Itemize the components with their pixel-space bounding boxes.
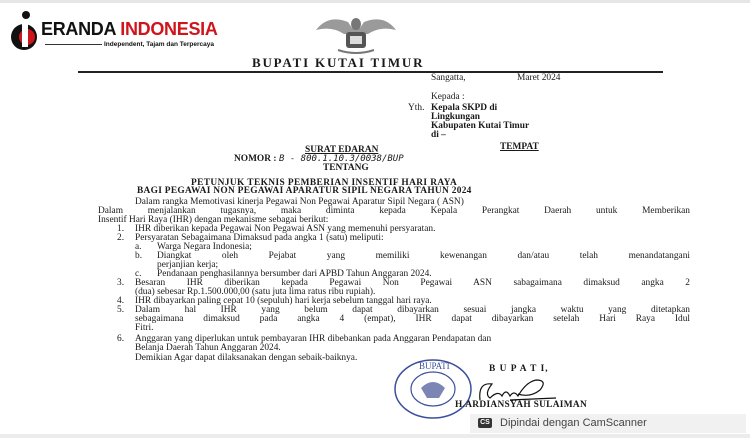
recipient-line: Kepala SKPD di — [431, 103, 498, 113]
recipient-line: Lingkungan — [431, 112, 480, 122]
signatory-name: H.ARDIANSYAH SULAIMAN — [455, 400, 588, 410]
logo-wordmark — [41, 19, 218, 40]
subitem-text: perjanjian kerja; — [157, 260, 219, 270]
item-text: Anggaran yang diperlukan untuk pembayaran IHR dibebankan pada Anggaran Pendapatan dan — [135, 334, 492, 344]
camscanner-watermark — [470, 414, 746, 433]
subitem-text: Pendanaan penghasilannya bersumber dari APBD Tahun Anggaran 2024. — [157, 269, 432, 279]
letterhead-title: BUPATI KUTAI TIMUR — [252, 55, 425, 70]
logo-mark-icon — [8, 9, 44, 53]
official-stamp-icon — [393, 358, 473, 420]
item-text: (dua) sebesar Rp.1.500.000,00 (satu juta lima ratus ribu rupiah). — [135, 287, 376, 297]
item-number: 3. — [117, 278, 125, 288]
surat-edaran-heading: SURAT EDARAN — [305, 145, 379, 155]
closing-text: Demikian Agar dapat dilaksanakan dengan sebaik-baiknya. — [135, 353, 358, 363]
nomor-value: B - 800.1.10.3/0038/BUP — [279, 154, 404, 164]
intro-line: Insentif Hari Raya (IHR) dengan mekanisme sebagai berikut: — [98, 215, 329, 225]
item-text: Besaran IHR diberikan kepada Pegawai Non Pegawai ASN sabagaimana dimaksud angka 2 — [135, 278, 690, 288]
logo-underline — [45, 44, 102, 45]
subitem-letter: a. — [135, 242, 142, 252]
subject-line-2: BAGI PEGAWAI NON PEGAWAI APARATUR SIPIL NEGARA TAHUN 2024 — [137, 186, 472, 196]
camscanner-icon: CS — [478, 418, 492, 428]
yth-label: Yth. — [408, 103, 425, 113]
stamp-text-top: BUPATI — [419, 361, 450, 371]
letterhead-rule — [78, 71, 663, 73]
subitem-letter: b. — [135, 251, 143, 261]
signatory-title: B U P A T I, — [489, 364, 549, 374]
camscanner-label: Dipindai dengan CamScanner — [500, 417, 647, 429]
item-text: sebagaimana dimaksud pada angka 4 (empat), IHR dapat dibayarkan setelah Hari Raya Idul — [135, 314, 690, 324]
item-text: Persyaratan Sebagaimana Dimaksud pada angka 1 (satu) meliputi: — [135, 233, 384, 243]
item-text: Fitri. — [135, 323, 154, 333]
recipient-line: Kabupaten Kutai Timur — [431, 121, 530, 131]
item-text: Belanja Daerah Tahun Anggaran 2024. — [135, 343, 281, 353]
item-number: 1. — [117, 224, 125, 234]
logo-word-dark: ERANDA — [41, 19, 116, 39]
item-number: 2. — [117, 233, 125, 243]
beranda-indonesia-logo — [8, 9, 218, 53]
nomor-label: NOMOR : — [234, 154, 277, 164]
item-text: Dalam hal IHR yang belum dapat dibayarkan sesuai jangka waktu yang ditetapkan — [135, 305, 690, 315]
item-text: IHR diberikan kepada Pegawai Non Pegawai ASN yang memenuhi persyaratan. — [135, 224, 436, 234]
logo-tagline: Independent, Tajam dan Terpercaya — [104, 41, 214, 48]
tentang-label: TENTANG — [323, 163, 369, 173]
intro-line: Dalam menjalankan tugasnya, maka diminta kepada Kepala Perangkat Daerah untuk Memberikan — [98, 206, 690, 216]
subitem-text: Diangkat oleh Pejabat yang memiliki kewenangan dan/atau telah menandatangani — [157, 251, 690, 261]
bottom-border — [0, 434, 750, 438]
item-number: 6. — [117, 334, 125, 344]
subject-line-1: PETUNJUK TEKNIS PEMBERIAN INSENTIF HARI RAYA — [191, 178, 458, 188]
item-number: 5. — [117, 305, 125, 315]
intro-line: Dalam rangka Memotivasi kinerja Pegawai Non Pegawai Aparatur Sipil Negara ( ASN) — [135, 197, 464, 207]
place: Sangatta, — [431, 73, 466, 83]
top-border — [0, 0, 750, 3]
recipient-line: di – — [431, 130, 446, 140]
item-number: 4. — [117, 296, 125, 306]
logo-word-red: INDONESIA — [120, 19, 218, 39]
tempat-label: TEMPAT — [500, 142, 539, 152]
item-text: IHR dibayarkan paling cepat 10 (sepuluh) hari kerja sebelum tanggal hari raya. — [135, 296, 432, 306]
subitem-letter: c. — [135, 269, 142, 279]
subitem-text: Warga Negara Indonesia; — [157, 242, 252, 252]
garuda-emblem-icon — [308, 8, 404, 56]
kepada-label: Kepada : — [431, 92, 465, 102]
date: Maret 2024 — [517, 73, 561, 83]
